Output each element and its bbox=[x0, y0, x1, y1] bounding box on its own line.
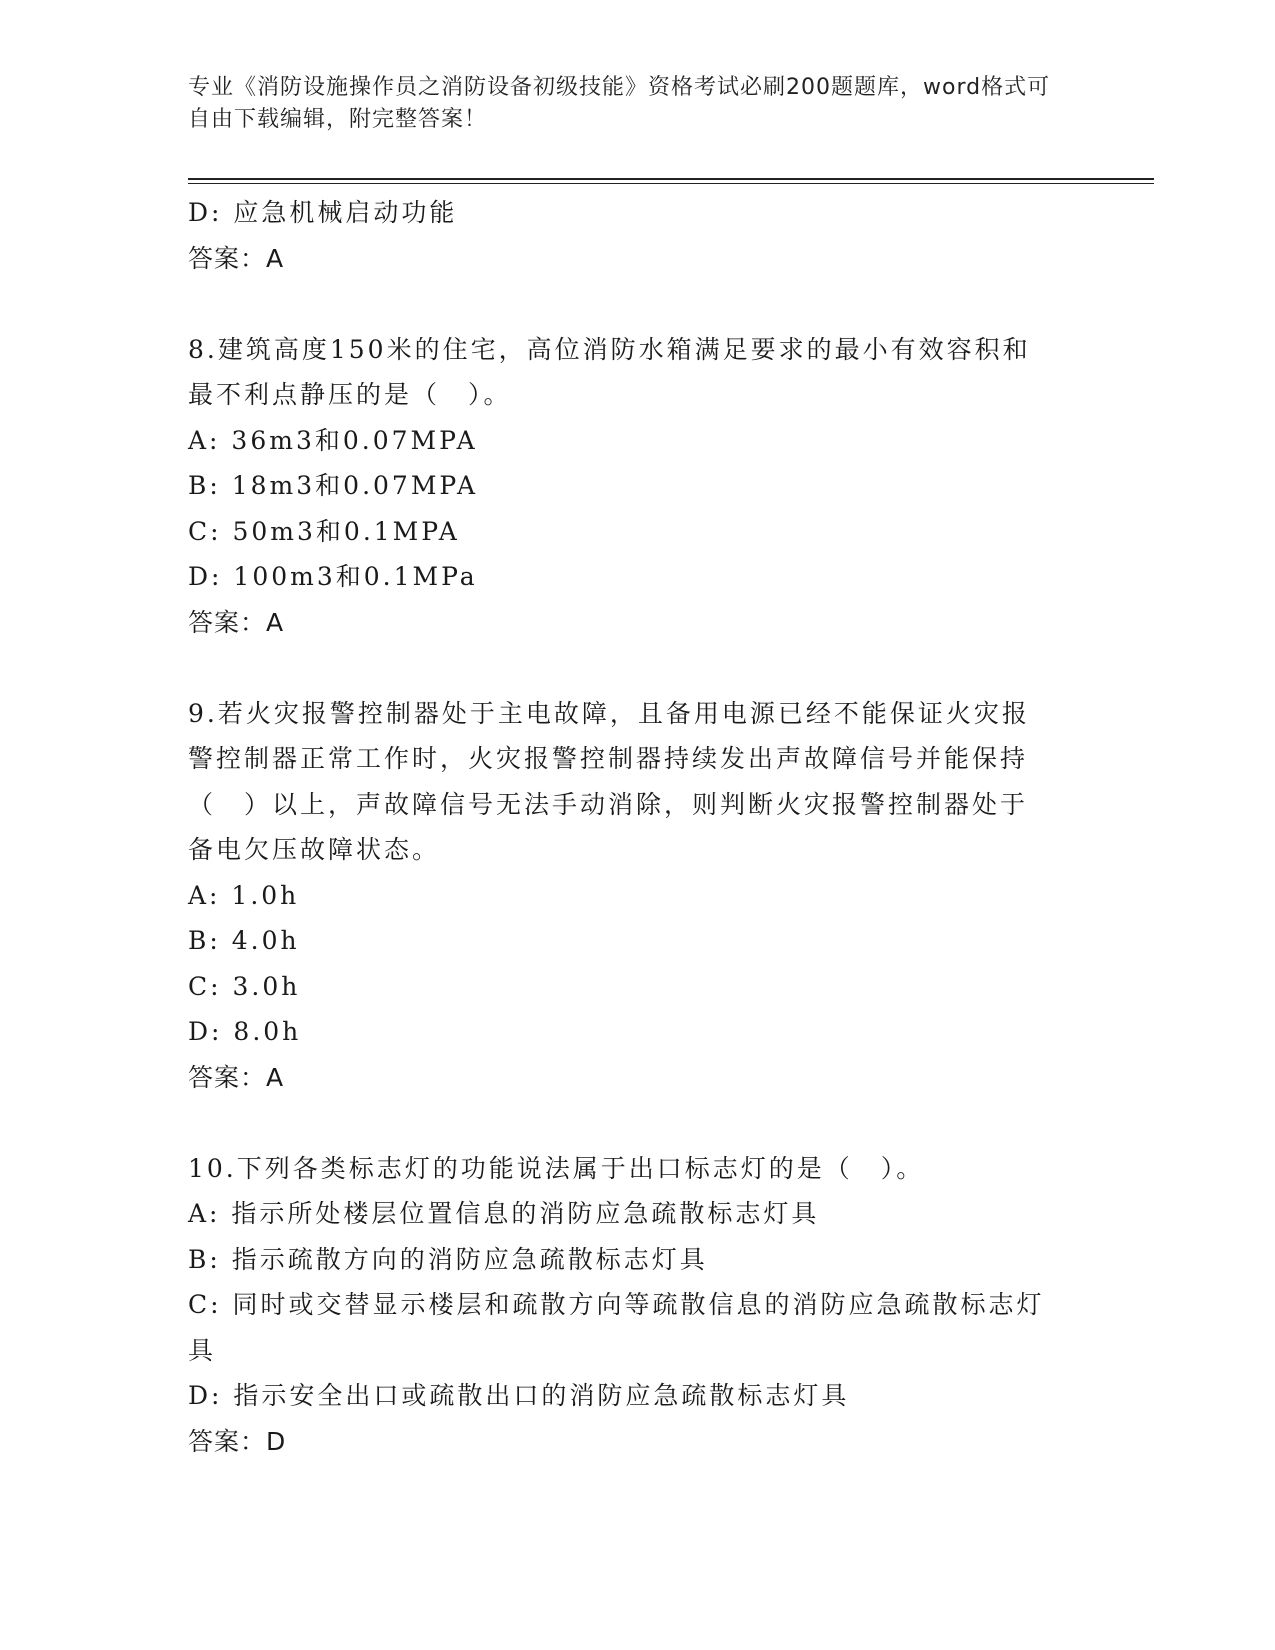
option-d: D: 指示安全出口或疏散出口的消防应急疏散标志灯具 bbox=[188, 1381, 850, 1410]
option-d: D: 100m3和0.1MPa bbox=[188, 562, 478, 591]
prev-answer: 答案：A bbox=[188, 243, 285, 273]
question-stem-line: 备电欠压故障状态。 bbox=[188, 835, 441, 864]
option-a: A: 1.0h bbox=[188, 880, 300, 910]
option-c: C: 3.0h bbox=[188, 971, 301, 1001]
question-content bbox=[188, 190, 1088, 1464]
answer: 答案：A bbox=[188, 1062, 285, 1092]
spacer bbox=[188, 281, 1088, 327]
option-c: C: 同时或交替显示楼层和疏散方向等疏散信息的消防应急疏散标志灯 bbox=[188, 1290, 1045, 1319]
spacer bbox=[188, 645, 1088, 691]
option-b: B: 18m3和0.07MPA bbox=[188, 471, 479, 500]
question-9 bbox=[188, 691, 1088, 1101]
question-stem-line: 10.下列各类标志灯的功能说法属于出口标志灯的是（ ）。 bbox=[188, 1153, 925, 1183]
question-stem-line: （ ）以上，声故障信号无法手动消除，则判断火灾报警控制器处于 bbox=[188, 789, 1029, 819]
option-c-continued: 具 bbox=[188, 1335, 217, 1365]
option-a: A: 指示所处楼层位置信息的消防应急疏散标志灯具 bbox=[188, 1199, 820, 1228]
question-10 bbox=[188, 1146, 1088, 1465]
option-c: C: 50m3和0.1MPA bbox=[188, 516, 460, 546]
question-stem-line: 警控制器正常工作时，火灾报警控制器持续发出声故障信号并能保持 bbox=[188, 744, 1029, 773]
option-a: A: 36m3和0.07MPA bbox=[188, 425, 478, 455]
header-rule-thin bbox=[188, 183, 1154, 184]
prev-option-d: D: 应急机械启动功能 bbox=[188, 198, 458, 227]
option-b: B: 4.0h bbox=[188, 926, 300, 955]
question-stem-line: 最不利点静压的是（ ）。 bbox=[188, 380, 512, 409]
document-header: 专业《消防设施操作员之消防设备初级技能》资格考试必刷200题题库，word格式可自由下载编辑，附完整答案！ bbox=[188, 75, 1051, 132]
question-8 bbox=[188, 327, 1088, 646]
answer: 答案：A bbox=[188, 607, 285, 637]
spacer bbox=[188, 1100, 1088, 1146]
question-stem-line: 9.若火灾报警控制器处于主电故障，且备用电源已经不能保证火灾报 bbox=[188, 698, 1030, 728]
option-d: D: 8.0h bbox=[188, 1017, 302, 1046]
answer: 答案：D bbox=[188, 1426, 287, 1456]
option-b: B: 指示疏散方向的消防应急疏散标志灯具 bbox=[188, 1244, 708, 1274]
header-rule-thick bbox=[188, 178, 1154, 180]
question-stem-line: 8.建筑高度150米的住宅，高位消防水箱满足要求的最小有效容积和 bbox=[188, 334, 1031, 364]
